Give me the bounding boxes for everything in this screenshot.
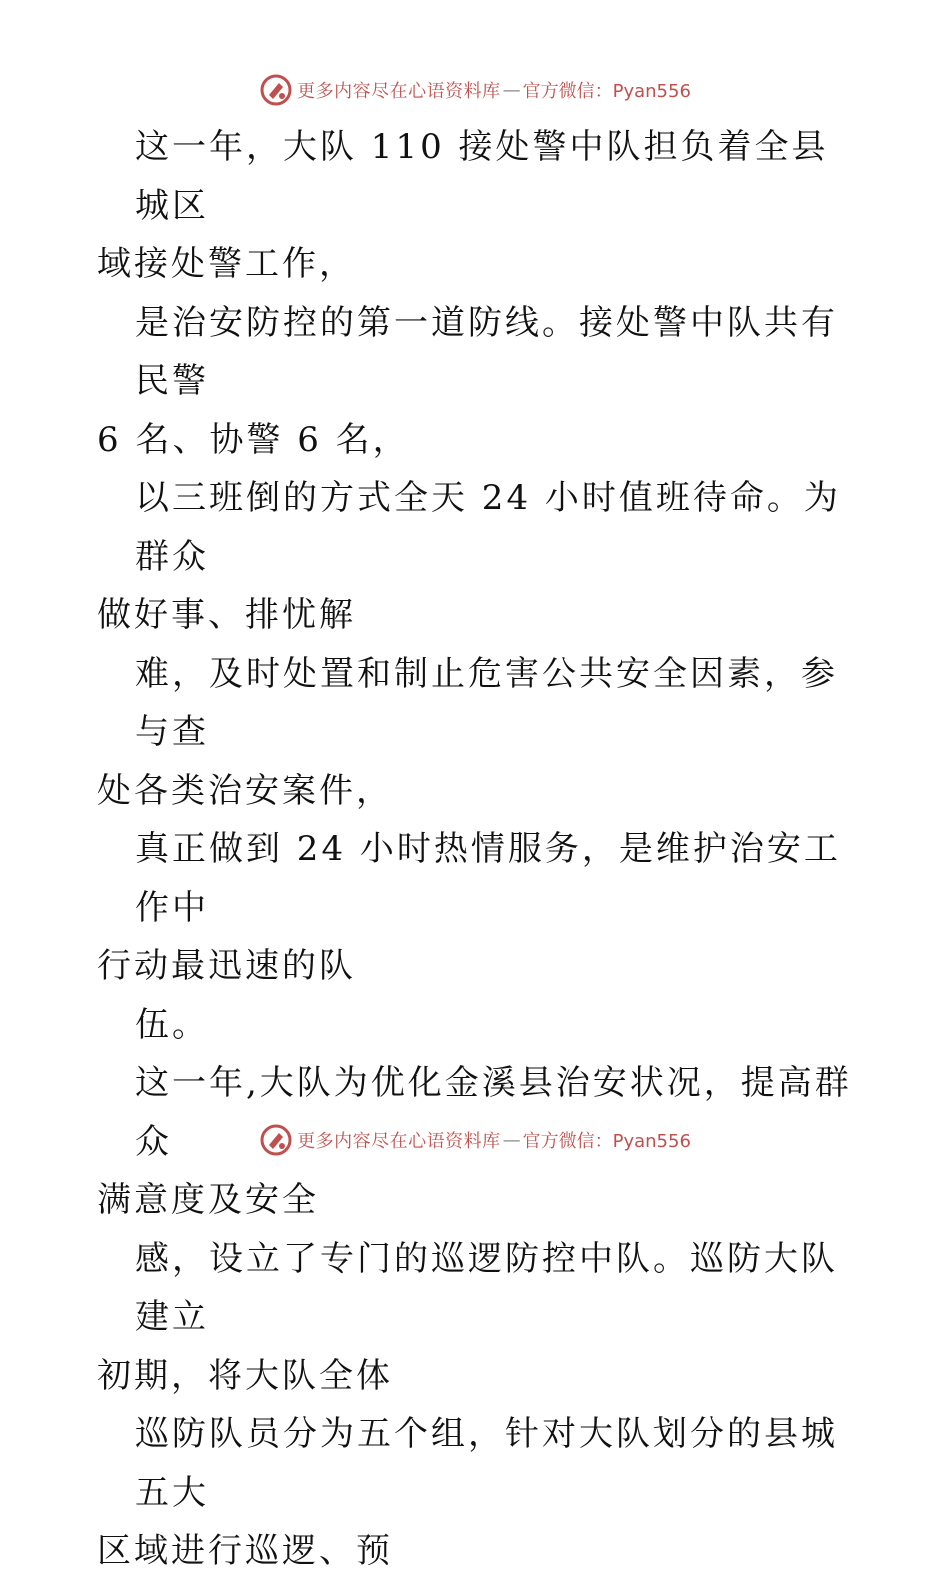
brand-logo-icon xyxy=(259,1123,293,1157)
text-line: 行动最迅速的队 xyxy=(97,946,356,986)
text-line: 难，及时处置和制止危害公共安全因素，参与查 xyxy=(135,653,838,752)
banner-brand: 更多内容尽在心语资料库 xyxy=(297,81,501,102)
banner-brand: 更多内容尽在心语资料库 xyxy=(297,1131,501,1152)
text-line: 是治安防控的第一道防线。接处警中队共有民警 xyxy=(135,302,838,401)
document-body xyxy=(97,118,857,1581)
brand-logo-icon xyxy=(259,73,293,107)
text-line: 域接处警工作， xyxy=(97,244,356,284)
text-line: 真正做到 24 小时热情服务，是维护治安工作中 xyxy=(135,829,841,928)
banner-contact: 官方微信：Pyan556 xyxy=(522,81,691,102)
banner-separator: — xyxy=(502,79,521,101)
text-line: 做好事、排忧解 xyxy=(97,595,356,635)
text-line: 初期，将大队全体 xyxy=(97,1355,393,1396)
text-line: 巡防队员分为五个组，针对大队划分的县城五大 xyxy=(135,1414,838,1513)
header-banner xyxy=(0,70,950,110)
banner-contact: 官方微信：Pyan556 xyxy=(522,1131,691,1152)
banner-separator: — xyxy=(502,1129,521,1151)
footer-banner xyxy=(0,1120,950,1160)
text-line: 区域进行巡逻、预 xyxy=(97,1531,393,1571)
text-line: 处各类治安案件， xyxy=(97,770,393,811)
text-line: 伍。 xyxy=(135,1004,209,1045)
text-line: 这一年，大队 110 接处警中队担负着全县城区 xyxy=(135,127,829,226)
text-line: 6 名、协警 6 名， xyxy=(97,419,410,460)
text-line: 以三班倒的方式全天 24 小时值班待命。为群众 xyxy=(135,478,841,577)
text-line: 这一年,大队为优化金溪县治安状况，提高群众 xyxy=(135,1063,852,1162)
body-text xyxy=(97,118,857,1581)
text-line: 满意度及安全 xyxy=(97,1180,319,1220)
text-line: 感，设立了专门的巡逻防控中队。巡防大队建立 xyxy=(135,1238,838,1337)
